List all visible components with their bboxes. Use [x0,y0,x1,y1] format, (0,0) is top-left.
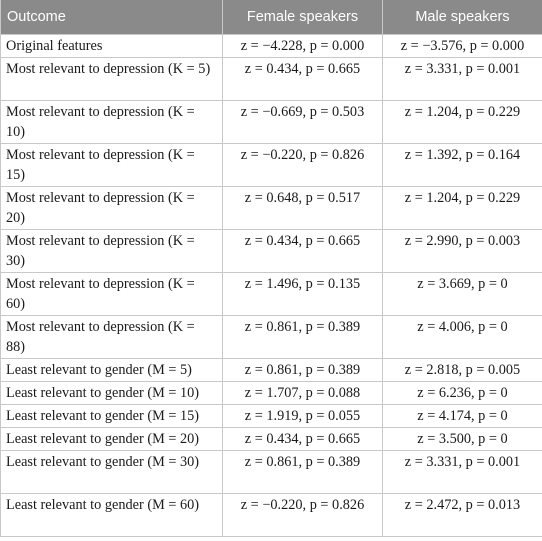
cell-outcome: Most relevant to depression (K = 5) [1,58,223,101]
cell-outcome: Least relevant to gender (M = 5) [1,359,223,382]
cell-outcome: Most relevant to depression (K = 60) [1,273,223,316]
cell-male-speakers: z = −3.576, p = 0.000 [383,35,542,58]
table-row [1,494,542,537]
cell-male-speakers: z = 3.500, p = 0 [383,428,542,451]
cell-male-speakers: z = 2.818, p = 0.005 [383,359,542,382]
cell-female-speakers: z = 0.861, p = 0.389 [223,316,383,359]
cell-female-speakers: z = −0.220, p = 0.826 [223,494,383,537]
cell-male-speakers: z = 3.331, p = 0.001 [383,58,542,101]
table-row [1,58,542,101]
cell-male-speakers: z = 1.392, p = 0.164 [383,144,542,187]
cell-outcome: Most relevant to depression (K = 15) [1,144,223,187]
cell-female-speakers: z = 1.707, p = 0.088 [223,382,383,405]
header-male-speakers: Male speakers [383,0,542,35]
cell-male-speakers: z = 3.669, p = 0 [383,273,542,316]
table-row [1,428,542,451]
cell-male-speakers: z = 4.174, p = 0 [383,405,542,428]
cell-outcome: Most relevant to depression (K = 20) [1,187,223,230]
cell-outcome: Least relevant to gender (M = 60) [1,494,223,537]
table-row [1,35,542,58]
cell-outcome: Most relevant to depression (K = 30) [1,230,223,273]
table-row [1,359,542,382]
table-row [1,405,542,428]
cell-male-speakers: z = 2.990, p = 0.003 [383,230,542,273]
table-row [1,101,542,144]
cell-female-speakers: z = −0.669, p = 0.503 [223,101,383,144]
cell-female-speakers: z = 1.496, p = 0.135 [223,273,383,316]
table-row [1,144,542,187]
cell-outcome: Original features [1,35,223,58]
header-outcome: Outcome [1,0,223,35]
header-row [1,0,542,35]
cell-outcome: Least relevant to gender (M = 10) [1,382,223,405]
cell-male-speakers: z = 3.331, p = 0.001 [383,451,542,494]
cell-outcome: Most relevant to depression (K = 88) [1,316,223,359]
table-row [1,316,542,359]
cell-male-speakers: z = 2.472, p = 0.013 [383,494,542,537]
table-row [1,451,542,494]
cell-outcome: Most relevant to depression (K = 10) [1,101,223,144]
cell-outcome: Least relevant to gender (M = 20) [1,428,223,451]
cell-male-speakers: z = 6.236, p = 0 [383,382,542,405]
cell-female-speakers: z = 0.434, p = 0.665 [223,58,383,101]
cell-female-speakers: z = 0.434, p = 0.665 [223,428,383,451]
cell-female-speakers: z = 0.861, p = 0.389 [223,359,383,382]
header-female-speakers: Female speakers [223,0,383,35]
table-body [1,35,542,537]
cell-female-speakers: z = −0.220, p = 0.826 [223,144,383,187]
cell-female-speakers: z = 0.434, p = 0.665 [223,230,383,273]
table-row [1,230,542,273]
cell-outcome: Least relevant to gender (M = 30) [1,451,223,494]
cell-male-speakers: z = 4.006, p = 0 [383,316,542,359]
cell-outcome: Least relevant to gender (M = 15) [1,405,223,428]
table-row [1,187,542,230]
cell-female-speakers: z = 0.648, p = 0.517 [223,187,383,230]
cell-female-speakers: z = 1.919, p = 0.055 [223,405,383,428]
cell-male-speakers: z = 1.204, p = 0.229 [383,187,542,230]
table-row [1,273,542,316]
cell-male-speakers: z = 1.204, p = 0.229 [383,101,542,144]
cell-female-speakers: z = −4.228, p = 0.000 [223,35,383,58]
table-row [1,382,542,405]
cell-female-speakers: z = 0.861, p = 0.389 [223,451,383,494]
